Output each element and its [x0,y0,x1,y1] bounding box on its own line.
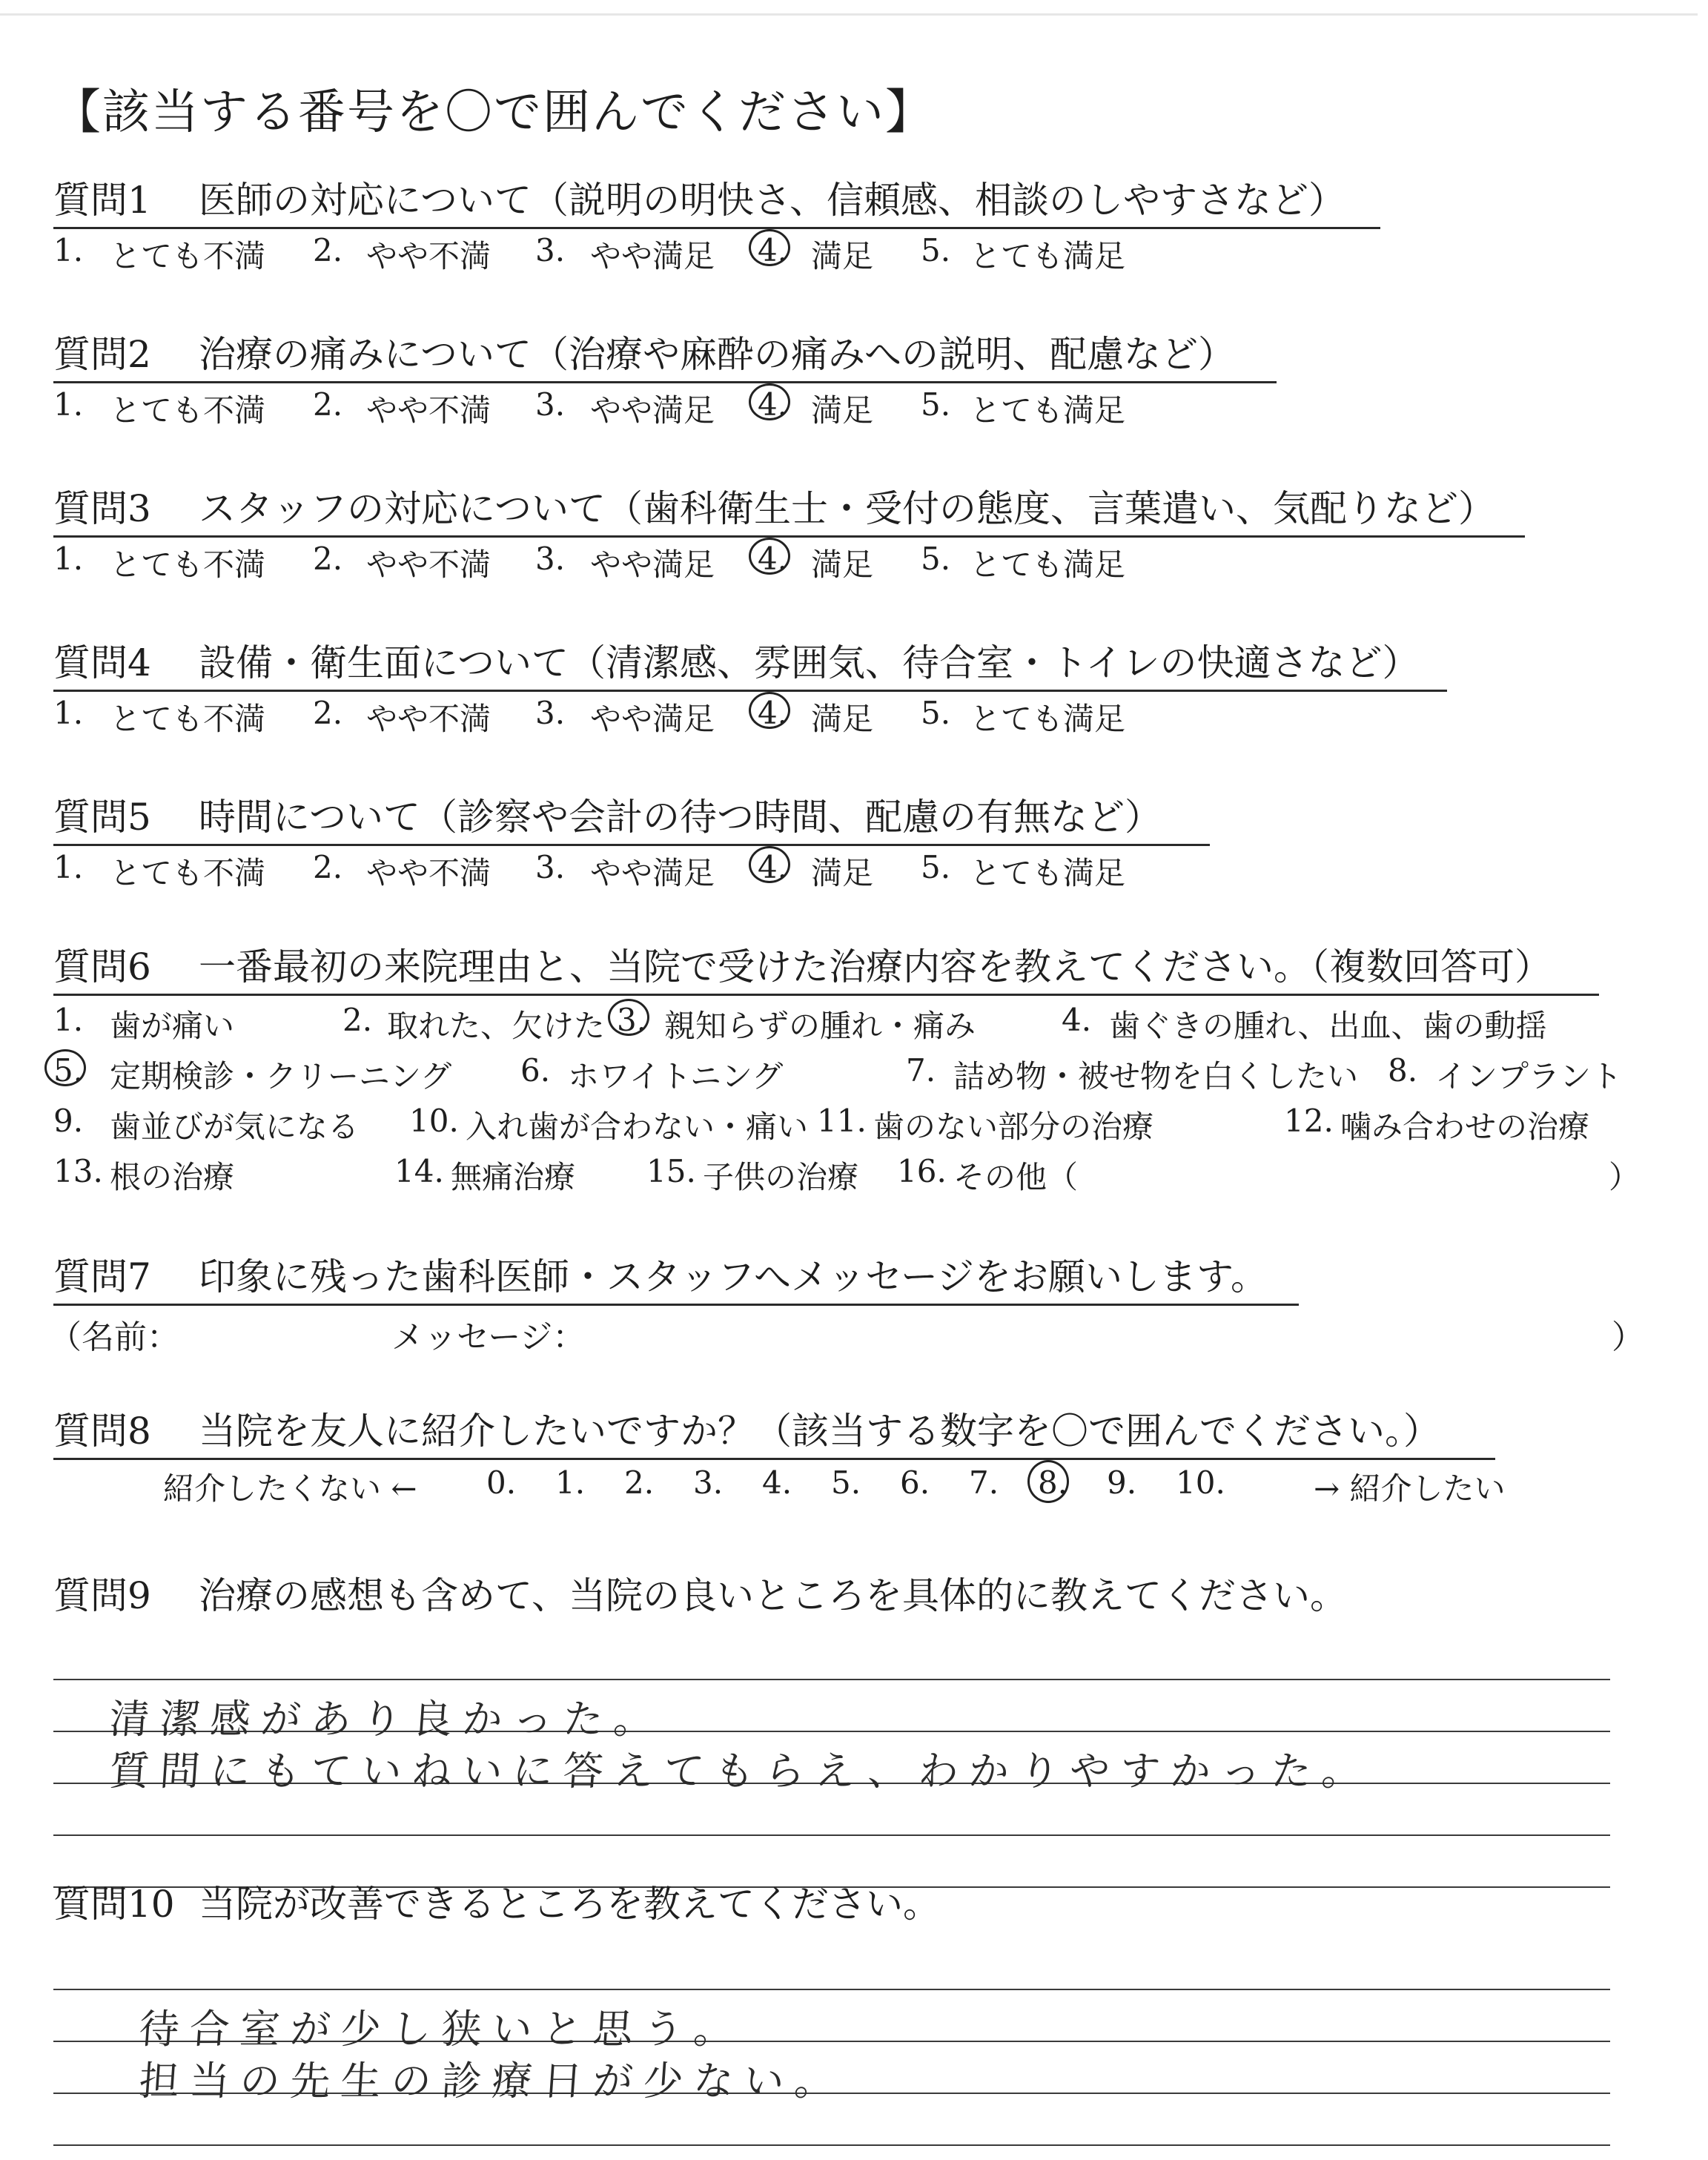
question-title [53,331,1640,378]
question-2 [53,331,1640,429]
scale-number[interactable]: 3. [693,1464,724,1501]
question-number: 質問9 [53,1574,151,1617]
scale-right-label: → 紹介したい [1314,1470,1506,1507]
option-number[interactable]: 4. [758,386,788,423]
selection-circle [749,383,790,420]
question-number: 質問10 [53,1883,175,1926]
option-label: 歯ぐきの腫れ、出血、歯の動揺 [1109,1008,1547,1044]
option-number[interactable]: 8. [1388,1052,1418,1089]
option-number[interactable]: 9. [53,1103,84,1139]
scale-number[interactable]: 1. [555,1464,586,1501]
question-10 [53,1880,1640,2104]
option-number[interactable]: 5. [921,541,951,577]
question-text: 医師の対応について（説明の明快さ、信頼感、相談のしやすさなど） [199,179,1345,222]
option-number[interactable]: 3. [535,541,566,577]
option-number[interactable]: 16. [897,1153,947,1189]
option-number[interactable]: 14. [394,1153,444,1189]
option-label: 満足 [811,546,874,583]
option-label: 歯が痛い [110,1008,235,1044]
question-number: 質問4 [53,641,151,684]
option-label: やや満足 [590,546,715,583]
option-label: やや満足 [590,701,715,737]
handwritten-answer: 質問にもていねいに答えてもらえ、わかりやすかった。 [107,1748,1374,1794]
option-number[interactable]: 2. [313,232,343,268]
option-number[interactable]: 2. [313,849,343,885]
question-text: 一番最初の来院理由と、当院で受けた治療内容を教えてください。（複数回答可） [199,945,1552,988]
option-row [53,1147,1640,1198]
selection-circle [749,229,790,266]
selection-circle [1027,1460,1069,1503]
question-number: 質問7 [53,1255,151,1298]
option-label: やや満足 [590,392,715,429]
question-number: 質問8 [53,1410,151,1453]
scale-number[interactable]: 4. [762,1464,792,1501]
question-1 [53,176,1640,274]
answer-line [53,2144,1610,2146]
question-number: 質問6 [53,945,151,988]
answer-line [53,1834,1610,1836]
option-label: とても不満 [110,238,266,274]
option-row [53,1097,1640,1147]
scale-number[interactable]: 2. [624,1464,655,1501]
close-paren: ） [1612,1318,1644,1356]
scale-number[interactable]: 9. [1107,1464,1137,1501]
selection-circle [44,1049,86,1086]
option-label: 満足 [811,392,874,429]
scale-number[interactable]: 7. [969,1464,999,1501]
option-number[interactable]: 3. [617,1002,647,1038]
question-3 [53,485,1640,583]
option-number[interactable]: 4. [758,849,788,885]
question-number: 質問3 [53,487,151,530]
option-number[interactable]: 7. [906,1052,936,1089]
question-title [53,176,1640,224]
question-text: スタッフの対応について（歯科衛生士・受付の態度、言葉遣い、気配りなど） [199,487,1495,530]
question-text: 設備・衛生面について（清潔感、雰囲気、待合室・トイレの快適さなど） [199,641,1420,684]
question-title [53,485,1640,532]
handwritten-answer: 担当の先生の診療日が少ない。 [137,2058,847,2104]
option-number[interactable]: 3. [535,232,566,268]
scale-left-label: 紹介したくない ← [163,1470,417,1507]
option-label: 詰め物・被せ物を白くしたい [953,1058,1359,1094]
option-label: 入れ歯が合わない・痛い [466,1109,809,1145]
question-text: 印象に残った歯科医師・スタッフへメッセージをお願いします。 [199,1255,1268,1298]
option-number[interactable]: 4. [758,541,788,577]
question-title [53,793,1640,841]
option-label: とても満足 [970,855,1126,891]
top-border [0,13,1698,16]
option-label: 親知らずの腫れ・痛み [664,1008,976,1044]
option-label: やや満足 [590,855,715,891]
option-label: とても不満 [110,855,266,891]
option-number[interactable]: 12. [1284,1103,1334,1139]
option-label: やや不満 [366,701,491,737]
option-number[interactable]: 2. [313,695,343,731]
instruction-heading: 【該当する番号を〇で囲んでください】 [53,85,934,140]
option-label: その他（ [953,1159,1079,1195]
handwritten-answer: 清潔感があり良かった。 [107,1696,666,1743]
question-number: 質問5 [53,796,151,839]
option-number[interactable]: 11. [817,1103,867,1139]
question-text: 治療の感想も含めて、当院の良いところを具体的に教えてください。 [199,1574,1347,1617]
option-label: 歯並びが気になる [110,1109,360,1145]
option-number[interactable]: 1. [53,232,84,268]
rating-options [53,692,1640,737]
answer-line [53,1989,1610,1990]
scale-number[interactable]: 8. [1038,1464,1068,1501]
question-title [53,1253,1640,1301]
option-number[interactable]: 1. [53,1002,84,1038]
option-label: 歯のない部分の治療 [873,1109,1154,1145]
name-label: （名前： [49,1318,179,1356]
message-label: メッセージ： [391,1318,586,1356]
option-label: 噛み合わせの治療 [1340,1109,1590,1145]
option-label: ホワイトニング [568,1058,784,1094]
option-label: とても不満 [110,392,266,429]
question-title [53,1880,1640,1928]
question-6 [53,943,1640,1198]
question-title [53,1407,1640,1455]
option-label: とても不満 [110,701,266,737]
option-number[interactable]: 4. [1062,1002,1092,1038]
question-text: 当院が改善できるところを教えてください。 [199,1883,940,1926]
scale-number[interactable]: 10. [1176,1464,1225,1501]
option-label: とても満足 [970,392,1126,429]
option-label: 無痛治療 [451,1159,576,1195]
option-number[interactable]: 2. [342,1002,373,1038]
rating-options [53,538,1640,583]
option-label: やや不満 [366,392,491,429]
option-number[interactable]: 3. [535,386,566,423]
rating-options [53,846,1640,891]
question-text: 当院を友人に紹介したいですか？（該当する数字を〇で囲んでください。） [199,1410,1440,1453]
option-number[interactable]: 10. [409,1103,459,1139]
option-number[interactable]: 1. [53,541,84,577]
question-5 [53,793,1640,891]
option-label: インプラント [1435,1058,1623,1094]
option-row [53,996,1640,1046]
selection-circle [749,692,790,729]
option-number[interactable]: 1. [53,849,84,885]
question-8 [53,1407,1640,1505]
question-title [53,639,1640,687]
selection-circle [749,538,790,575]
option-number[interactable]: 3. [535,695,566,731]
option-number[interactable]: 3. [535,849,566,885]
option-number[interactable]: 2. [313,386,343,423]
option-label: やや満足 [590,238,715,274]
selection-circle [608,999,649,1036]
question-number: 質問2 [53,333,151,376]
option-label: 子供の治療 [703,1159,859,1195]
question-9 [53,1572,1640,1794]
option-number[interactable]: 5. [921,695,951,731]
option-row [53,1046,1640,1097]
selection-circle [749,846,790,883]
option-number[interactable]: 15. [646,1153,696,1189]
question-4 [53,639,1640,737]
option-label: 取れた、欠けた [387,1008,606,1044]
option-number[interactable]: 5. [921,232,951,268]
close-paren: ） [1608,1159,1640,1195]
scale-number[interactable]: 6. [900,1464,930,1501]
question-title [53,943,1640,991]
question-title [53,1572,1640,1619]
question-number: 質問1 [53,179,151,222]
option-label: とても満足 [970,546,1126,583]
option-label: とても満足 [970,238,1126,274]
option-number[interactable]: 2. [313,541,343,577]
option-label: 満足 [811,238,874,274]
scale-number[interactable]: 5. [831,1464,861,1501]
option-label: やや不満 [366,855,491,891]
option-number[interactable]: 13. [53,1153,103,1189]
handwritten-answer: 待合室が少し狭いと思う。 [137,2006,746,2052]
question-text: 治療の痛みについて（治療や麻酔の痛みへの説明、配慮など） [199,333,1235,376]
option-number[interactable]: 5. [53,1052,84,1089]
option-number[interactable]: 6. [520,1052,551,1089]
rating-options [53,229,1640,274]
option-label: やや不満 [366,546,491,583]
option-number[interactable]: 1. [53,695,84,731]
option-label: 満足 [811,701,874,737]
option-label: 根の治療 [110,1159,235,1195]
option-label: 定期検診・クリーニング [110,1058,452,1094]
option-number[interactable]: 5. [921,386,951,423]
rating-options [53,383,1640,429]
option-number[interactable]: 5. [921,849,951,885]
option-number[interactable]: 4. [758,232,788,268]
question-7 [49,1253,1644,1356]
option-label: とても不満 [110,546,266,583]
option-label: とても満足 [970,701,1126,737]
message-field-row [49,1306,1644,1356]
option-label: 満足 [811,855,874,891]
option-number[interactable]: 1. [53,386,84,423]
answer-line [53,1679,1610,1680]
scale-number[interactable]: 0. [486,1464,517,1501]
recommend-scale [53,1460,1640,1505]
question-text: 時間について（診察や会計の待つ時間、配慮の有無など） [199,796,1162,839]
option-number[interactable]: 4. [758,695,788,731]
option-label: やや不満 [366,238,491,274]
